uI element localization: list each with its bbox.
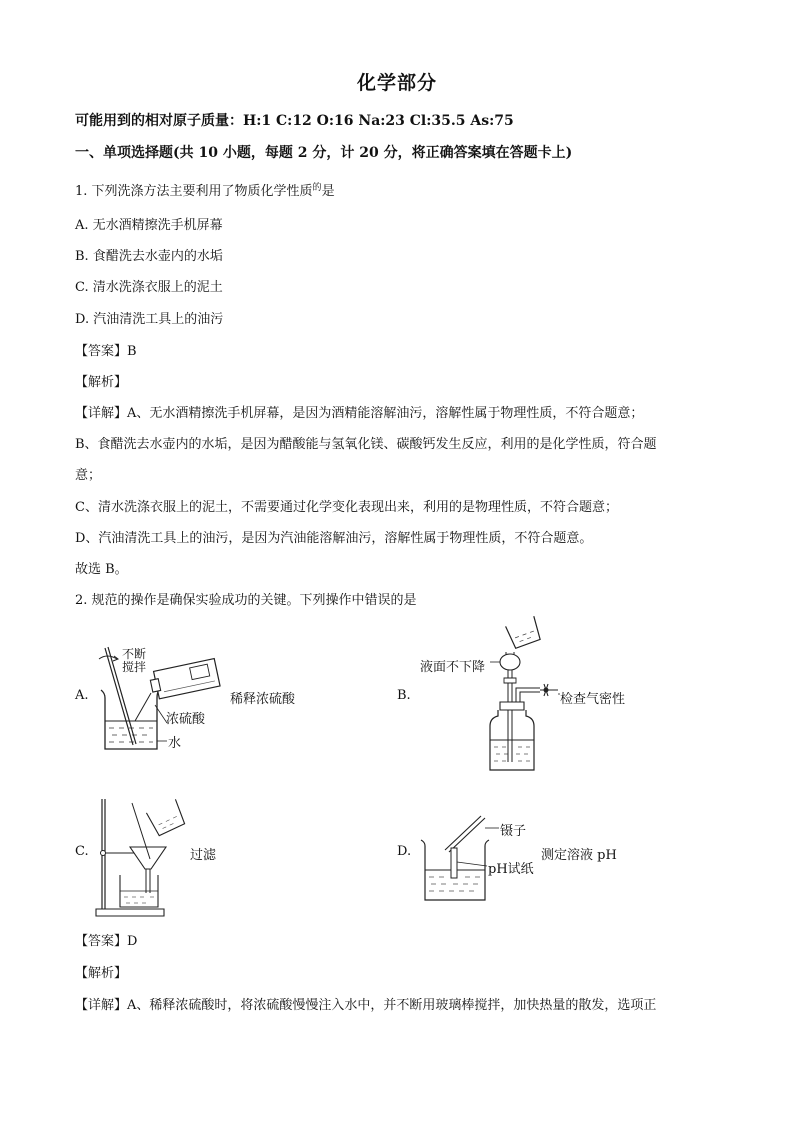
fig-c-diagram [92,795,192,920]
q1-detail-line: D、汽油清洗工具上的油污，是因为汽油能溶解油污，溶解性属于物理性质，不符合题意。 [75,531,593,546]
section-heading: 一、单项选择题(共 10 小题，每题 2 分，计 20 分，将正确答案填在答题卡上) [75,145,573,161]
fig-a-letter: A. [75,688,89,703]
fig-b-letter: B. [397,688,411,703]
q1-stem [75,180,335,199]
q1-detail-line: 意； [75,468,102,483]
q1-detail-line: B、食醋洗去水壶内的水垢，是因为醋酸能与氢氧化镁、碳酸钙发生反应，利用的是化学性质，符合题 [75,437,657,452]
fig-d-letter: D. [397,844,412,859]
fig-a-water-label: 水 [168,736,182,751]
q2-analysis-tag: 【解析】 [75,966,128,981]
q1-analysis-tag: 【解析】 [75,375,128,390]
fig-a-stir-label-1: 不断 [122,647,147,661]
fig-c-caption: 过滤 [190,848,217,863]
atomic-masses-line: 可能用到的相对原子质量：H:1 C:12 O:16 Na:23 Cl:35.5 As:75 [75,113,514,129]
q1-stem-small: 的 [312,183,322,193]
q1-stem-text: 1. 下列洗涤方法主要利用了物质化学性质 [75,184,313,199]
q1-detail-line: 【详解】A、无水酒精擦洗手机屏幕，是因为酒精能溶解油污，溶解性属于物理性质，不符合题意； [75,406,644,421]
q1-detail-line: C、清水洗涤衣服上的泥土，不需要通过化学变化表现出来，利用的是物理性质，不符合题意； [75,500,618,515]
q1-detail-line: 故选 B。 [75,562,128,577]
fig-a-caption: 稀释浓硫酸 [230,692,296,707]
q1-answer: 【答案】B [75,344,137,359]
fig-c-letter: C. [75,844,89,859]
fig-d-paper-label: pH试纸 [488,862,534,877]
q1-option-b: B. 食醋洗去水壶内的水垢 [75,249,223,264]
q2-detail-line: 【详解】A、稀释浓硫酸时，将浓硫酸慢慢注入水中，并不断用玻璃棒搅拌，加快热量的散发，选项正 [75,998,657,1013]
fig-b-level-label: 液面不下降 [420,660,486,675]
fig-d-caption: 测定溶液 pH [541,848,617,863]
fig-a-stir-label-2: 搅拌 [122,660,147,674]
q1-option-d: D. 汽油清洗工具上的油污 [75,312,224,327]
q1-stem-end: 是 [321,184,335,199]
fig-b-caption: 检查气密性 [560,692,626,707]
fig-a-stir-label [122,648,146,674]
fig-a-acid-label: 浓硫酸 [166,712,206,727]
q1-option-c: C. 清水洗涤衣服上的泥土 [75,280,223,295]
q1-option-a: A. 无水酒精擦洗手机屏幕 [75,218,223,233]
fig-d-tweezers-label: 镊子 [500,824,527,839]
page-title: 化学部分 [356,72,437,94]
q2-answer: 【答案】D [75,934,138,949]
q2-stem: 2. 规范的操作是确保实验成功的关键。下列操作中错误的是 [75,593,417,608]
